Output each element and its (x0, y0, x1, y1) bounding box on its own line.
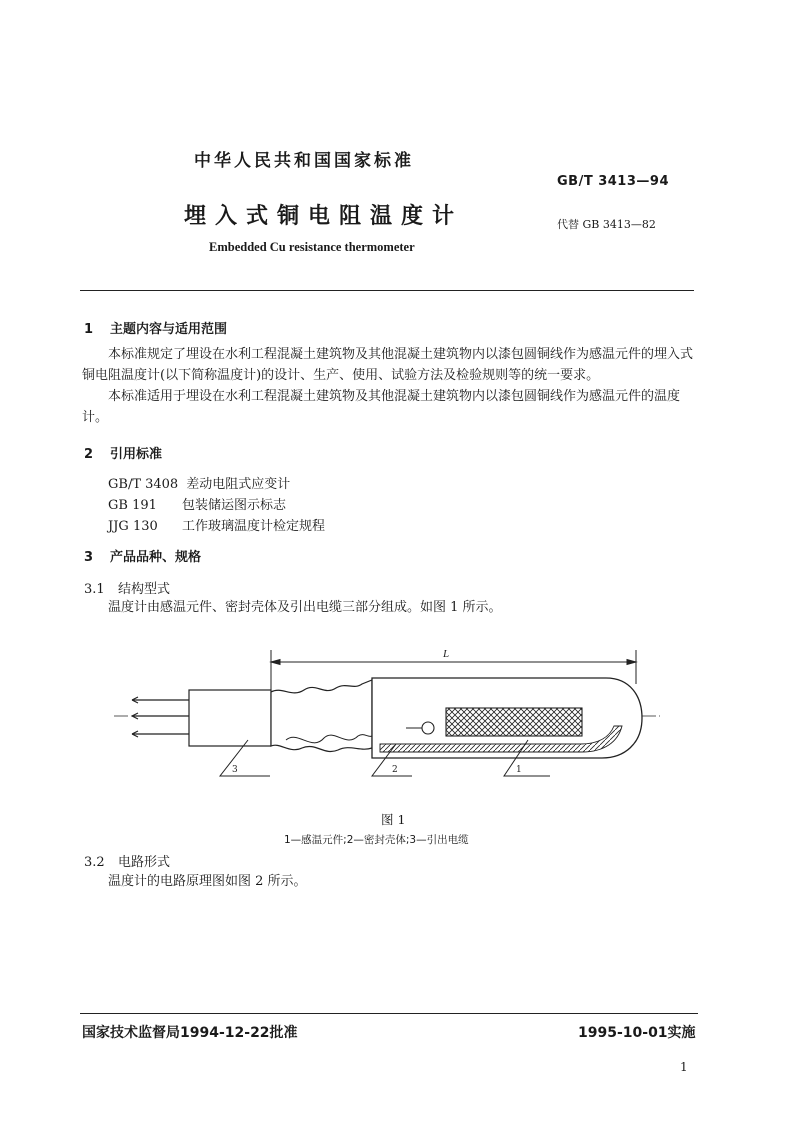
section-1-paragraph-1: 本标准规定了埋设在水利工程混凝土建筑物及其他混凝土建筑物内以漆包圆铜线作为感温元件的埋入式铜电阻温度计(以下简称温度计)的设计、生产、使用、试验方法及检验规则等的统一要求。 (82, 347, 694, 383)
figure-1-thermometer-drawing (110, 640, 670, 800)
reference-code: GB 191 (108, 498, 157, 513)
section-title: 主题内容与适用范围 (110, 322, 228, 337)
figure-1-caption: 图 1 (381, 812, 406, 827)
reference-item (108, 515, 325, 534)
reference-code: GB/T 3408 (108, 477, 179, 492)
issuing-body: 中华人民共和国国家标准 (194, 151, 414, 171)
section-3-heading (84, 546, 201, 565)
callout-1: 1 (516, 765, 522, 775)
reference-name: 差动电阻式应变计 (186, 477, 291, 492)
effective-date: 1995-10-01实施 (578, 1025, 696, 1041)
document-title: 埋入式铜电阻温度计 (184, 204, 464, 229)
header-rule (80, 290, 694, 291)
subsection-3-2-text: 温度计的电路原理图如图 2 所示。 (108, 874, 307, 889)
reference-item (108, 494, 286, 513)
figure-1-legend: 1—感温元件;2—密封壳体;3—引出电缆 (284, 834, 469, 846)
subsection-title: 结构型式 (118, 582, 171, 597)
section-title: 引用标准 (110, 447, 163, 462)
section-2-heading (84, 443, 162, 462)
page-number: 1 (680, 1060, 688, 1074)
section-1-paragraph-2: 本标准适用于埋设在水利工程混凝土建筑物及其他混凝土建筑物内以漆包圆铜线作为感温元件的温度计。 (82, 389, 681, 425)
reference-code: JJG 130 (108, 519, 158, 534)
reference-name: 包装储运图示标志 (182, 498, 287, 513)
subsection-number: 3.2 (84, 855, 105, 870)
reference-item (108, 473, 290, 492)
section-number: 2 (84, 447, 94, 462)
cable-sheath (189, 690, 271, 746)
reference-name: 工作玻璃温度计检定规程 (182, 519, 326, 534)
english-title: Embedded Cu resistance thermometer (209, 240, 415, 254)
subsection-number: 3.1 (84, 582, 105, 597)
callout-3: 3 (232, 765, 238, 775)
section-title: 产品品种、规格 (110, 550, 202, 565)
replaces-note: 代替 GB 3413—82 (557, 218, 656, 231)
callout-2: 2 (392, 765, 398, 775)
cable-wires (132, 697, 189, 737)
subsection-title: 电路形式 (118, 855, 171, 870)
subsection-3-1-heading (84, 578, 170, 597)
subsection-3-2-heading (84, 851, 170, 870)
section-number: 1 (84, 322, 94, 337)
subsection-3-1-text: 温度计由感温元件、密封壳体及引出电缆三部分组成。如图 1 所示。 (108, 600, 502, 615)
section-1-heading (84, 318, 227, 337)
approval-line: 国家技术监督局1994-12-22批准 (82, 1025, 298, 1041)
footer-rule (80, 1013, 698, 1014)
dimension-label: L (443, 648, 450, 660)
section-number: 3 (84, 550, 94, 565)
connector-ring (422, 722, 434, 734)
standard-code: GB/T 3413—94 (557, 174, 669, 189)
sensing-element (446, 708, 582, 736)
